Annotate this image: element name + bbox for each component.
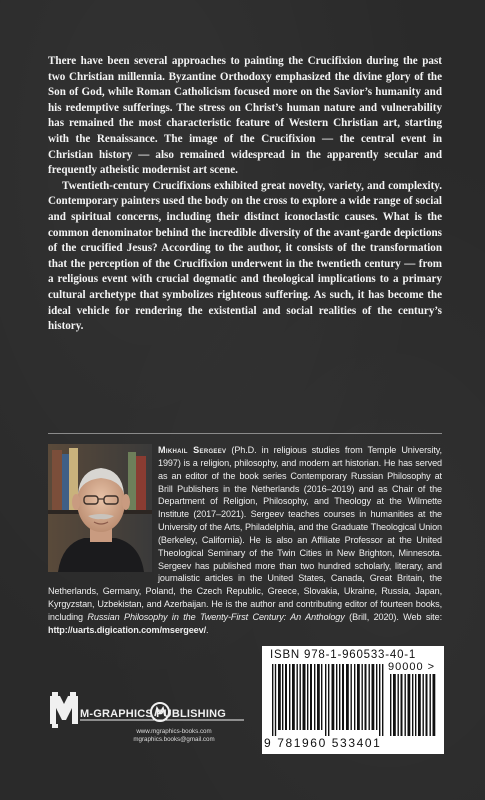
publisher-website[interactable]: www.mgraphics-books.com: [136, 728, 212, 735]
author-name: Mikhail Sergeev: [158, 445, 227, 455]
photo-spacer: [48, 444, 158, 573]
addon-barcode-bars: [390, 674, 438, 736]
publisher-contacts: [100, 728, 248, 743]
publisher-logo: [48, 690, 248, 730]
ean-digits: 9 781960 533401: [264, 736, 382, 750]
publisher-block: [48, 690, 248, 752]
blurb-paragraph-1: There have been several approaches to painting the Crucifixion during the past two Christian millennia. Byzantine Orthodoxy emphasized the divine glory of the Son of God, while Roman Catholicism focused more on the Savior’s humanity and his redemptive sufferings. The stress on Christ’s human nature and vulnerability has remained the most characteristic feature of Western Christian art, starting with the Renaissance. The image of the Crucifixion — the central event in Christian history — also remained widespread in the apparently secular and frequently atheistic modernist art scene.: [48, 55, 442, 177]
price-code: 90000 >: [388, 661, 436, 673]
bio-text-2: (Brill, 2020). Web site:: [344, 611, 442, 622]
ean-barcode-bars: [272, 664, 384, 736]
author-bio: [48, 444, 442, 637]
publisher-logo-text: M-GRAPHICS PUBLISHING: [80, 708, 226, 720]
book-title: Russian Philosophy in the Twenty-First Century: An Anthology: [87, 611, 345, 622]
isbn-label: ISBN 978-1-960533-40-1: [270, 649, 417, 661]
back-cover-blurb: [48, 54, 442, 335]
section-divider: [48, 433, 442, 434]
author-website-link[interactable]: http://uarts.digication.com/msergeev/: [48, 624, 206, 635]
bio-text-end: .: [206, 624, 209, 635]
bio-text-1: (Ph.D. in religious studies from Temple University, 1997) is a religion, philosophy, and modern art historian. He has served as an editor of the book series Contemporary Russian Philosophy at Brill Publishers in the Netherlands (2016–2019) and as Chair of the Department of Religion, Philosophy, and Theology at the Wilmette Institute (2017–2021). Sergeev teaches courses in humanities at the University of the Arts, Philadelphia, and the Graduate Theological Union (Berkeley, California). He is also an Affiliate Professor at the United Theological Seminary of the Twin Cities in New Brighton, Minnesota. Sergeev has published more than two hundred scholarly, literary, and journalistic articles in the United States, Canada, Great Britain, the Netherlands, Germany, Poland, the Czech Republic, Greece, Slovakia, Ukraine, Russia, Japan, Kyrgyzstan, Uzbekistan, and Azerbaijan. He is the author and contributing editor of fourteen books, including: [48, 445, 442, 622]
publisher-email[interactable]: mgraphics.books@gmail.com: [133, 735, 215, 743]
isbn-barcode: [262, 646, 444, 754]
blurb-paragraph-2: Twentieth-century Crucifixions exhibited great novelty, variety, and complexity. Contemporary painters used the body on the cross to explore a wide range of social and spiritual concerns, including their distinct iconoclastic causes. What is the common denominator behind the incredible diversity of the avant-garde depictions of the crucified Jesus? According to the author, it consists of the transformation that the perception of the Crucifixion underwent in the twentieth century — from a religious event with crucial dogmatic and theological implications to a primary cultural archetype that symbolizes righteous suffering. As such, it has become the ideal vehicle for rendering the existential and social realities of the century’s history.: [48, 179, 442, 333]
